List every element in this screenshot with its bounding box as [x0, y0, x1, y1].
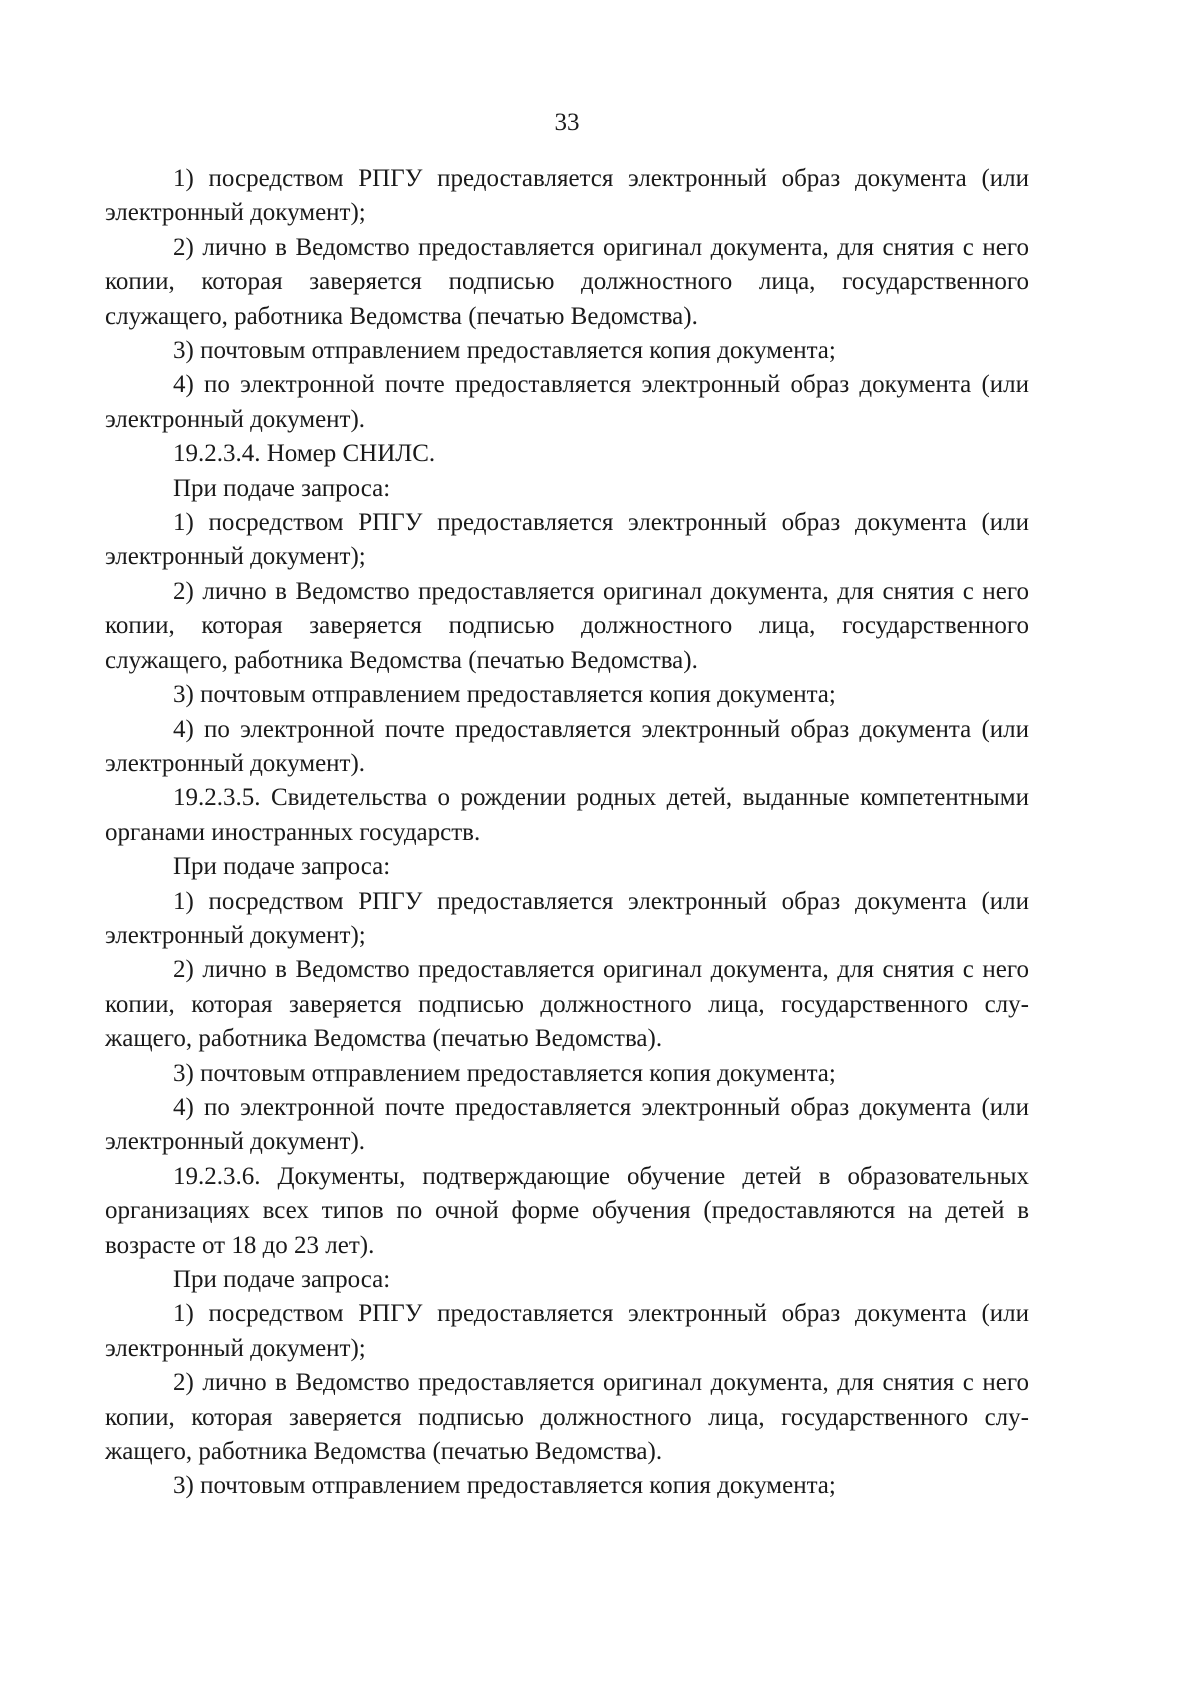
paragraph: 4) по электронной почте предоставляется электронный образ документа (или электронный документ). — [105, 1093, 1029, 1156]
document-body — [105, 162, 1029, 1504]
paragraph: При подаче запроса: — [173, 474, 391, 502]
page-number: 33 — [554, 109, 580, 136]
paragraph: 3) почтовым отправлением предоставляется копия документа; — [173, 681, 836, 709]
section-heading: 19.2.3.6. Документы, подтверждающие обучение детей в образовательных организациях всех типов по очной форме обучения (предоставляются на детей в возрасте от 18 до 23 лет). — [105, 1162, 1029, 1259]
paragraph: 1) посредством РПГУ предоставляется электронный образ документа (или электронный документ); — [105, 1300, 1029, 1362]
paragraph: 3) почтовым отправлением предоставляется копия документа; — [173, 337, 836, 365]
paragraph: 2) лично в Ведомство предоставляется оригинал документа, для снятия с него копии, которая заверяется подписью должностного лица, государственного служащего, работника Ведомства (печатью Ведомства). — [105, 956, 1029, 1053]
paragraph: 2) лично в Ведомство предоставляется оригинал документа, для снятия с него копии, которая заверяется подписью должностного лица, государственного служащего, работника Ведомства (печатью Ведомства). — [105, 577, 1029, 674]
paragraph: 1) посредством РПГУ предоставляется электронный образ документа (или электронный документ); — [105, 509, 1029, 571]
paragraph: При подаче запроса: — [173, 1266, 391, 1293]
paragraph: 1) посредством РПГУ предоставляется электронный образ документа (или электронный документ); — [105, 887, 1029, 949]
section-heading: 19.2.3.4. Номер СНИЛС. — [173, 440, 436, 468]
paragraph: 4) по электронной почте предоставляется электронный образ документа (или электронный документ). — [105, 715, 1029, 777]
paragraph: 3) почтовым отправлением предоставляется копия документа; — [173, 1059, 836, 1087]
paragraph: 1) посредством РПГУ предоставляется электронный образ документа (или электронный документ); — [105, 165, 1029, 227]
paragraph: 2) лично в Ведомство предоставляется оригинал документа, для снятия с него копии, которая заверяется подписью должностного лица, государственного служащего, работника Ведомства (печатью Ведомства). — [105, 1369, 1029, 1466]
paragraph: 3) почтовым отправлением предоставляется копия документа; — [173, 1472, 836, 1500]
paragraph: 2) лично в Ведомство предоставляется оригинал документа, для снятия с него копии, которая заверяется подписью должностного лица, государственного служащего, работника Ведомства (печатью Ведомства). — [105, 233, 1029, 330]
paragraph: При подаче запроса: — [173, 853, 391, 881]
section-heading: 19.2.3.5. Свидетельства о рождении родных детей, выданные компетентными органами иностранных государств. — [105, 784, 1029, 846]
paragraph: 4) по электронной почте предоставляется электронный образ документа (или электронный документ). — [105, 371, 1029, 433]
